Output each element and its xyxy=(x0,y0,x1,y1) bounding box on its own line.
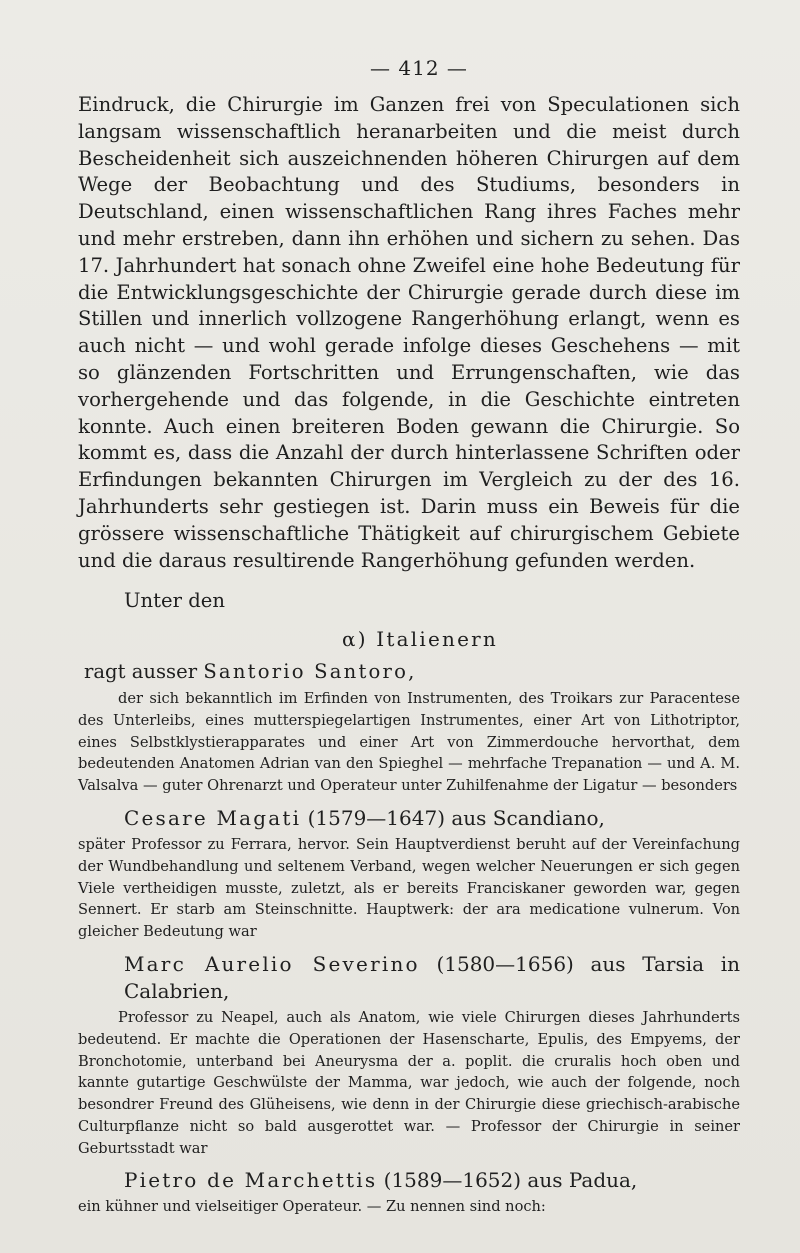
marchettis-name: Pietro de Marchettis xyxy=(124,1168,378,1193)
santorio-text: der sich bekanntlich im Erfinden von Instrumenten, des Troikars zur Paracentese des Unterleibs, eines mutterspiegelartigen Instrumentes, einer Art von Lithotriptor, eines Selbstklystierapparates und einer Art von Zimmerdouche hervorthat, dem bedeutenden Anatomen Adrian van den Spieghel — mehrfache Trepanation — und A. M. Valsalva — guter Ohrenarzt und Operateur unter Zuhilfenahme der Ligatur — besonders xyxy=(78,689,740,795)
unter-den-line: Unter den xyxy=(124,589,225,613)
marchettis-rest: (1589—1652) aus Padua, xyxy=(383,1168,638,1193)
magati-rest: (1579—1647) aus Scandiano, xyxy=(307,805,605,830)
santorio-heading xyxy=(84,659,740,686)
magati-text: später Professor zu Ferrara, hervor. Sein Hauptverdienst beruht auf der Vereinfachung der Wundbehandlung und seltenem Verband, wegen welcher Neuerungen er sich gegen Viele vertheidigen musste, zuletzt, als er bereits Franciskaner geworden war, gegen Sennert. Er starb am Steinschnitte. Hauptwerk: der ara medicatione vulnerum. Von gleicher Bedeutung war xyxy=(78,835,740,941)
page-number: — 412 — xyxy=(370,56,468,80)
marchettis-text: ein kühner und vielseitiger Operateur. — Zu nennen sind noch: xyxy=(78,1198,546,1216)
magati-name: Cesare Magati xyxy=(124,805,302,830)
santorio-prefix: ragt ausser xyxy=(84,660,198,684)
section-heading: α) Italienern xyxy=(342,627,498,652)
severino-text: Professor zu Neapel, auch als Anatom, wie viele Chirurgen dieses Jahrhunderts bedeutend. Er machte die Operationen der Hasenscharte, Epulis, des Empyems, der Bronchotomie, unterband bei Aneurysma der a. poplit. die cruralis hoch oben und kannte gutartige Geschwülste der Mamma, war jedoch, wie auch der folgende, noch besondrer Freund des Glüheisens, wie denn in der Chirurgie diese griechisch-arabische Culturpflanze nicht so bald ausgerottet war. — Professor der Chirurgie in seiner Geburtsstadt war xyxy=(78,1008,740,1157)
magati-heading xyxy=(124,805,740,832)
santorio-name: Santorio Santoro, xyxy=(203,660,417,684)
severino-heading xyxy=(124,951,740,1005)
severino-name: Marc Aurelio Severino xyxy=(124,951,420,976)
marchettis-heading xyxy=(124,1167,740,1194)
intro-paragraph: Eindruck, die Chirurgie im Ganzen frei von Speculationen sich langsam wissenschaftlich heranarbeiten und die meist durch Bescheidenheit sich auszeichnenden höheren Chirurgen auf dem Wege der Beobachtung und des Studiums, besonders in Deutschland, einen wissenschaftlichen Rang ihres Faches mehr und mehr erstreben, dann ihn erhöhen und sichern zu sehen. Das 17. Jahrhundert hat sonach ohne Zweifel eine hohe Bedeutung für die Entwicklungsgeschichte der Chirurgie gerade durch diese im Stillen und innerlich vollzogene Rangerhöhung erlangt, wenn es auch nicht — und wohl gerade infolge dieses Geschehens — mit so glänzenden Fortschritten und Errungenschaften, wie das vorhergehende und das folgende, in die Geschichte eintreten konnte. Auch einen breiteren Boden gewann die Chirurgie. So kommt es, dass die Anzahl der durch hinterlassene Schriften oder Erfindungen bekannten Chirurgen im Vergleich zu der des 16. Jahrhunderts sehr gestiegen ist. Darin muss ein Beweis für die grössere wissenschaftliche Thätigkeit auf chirurgischem Gebiete und die daraus resultirende Rangerhöhung gefunden werden. xyxy=(78,93,740,572)
severino-rest: (1580—1656) aus Tarsia in Calabrien, xyxy=(124,951,740,1003)
